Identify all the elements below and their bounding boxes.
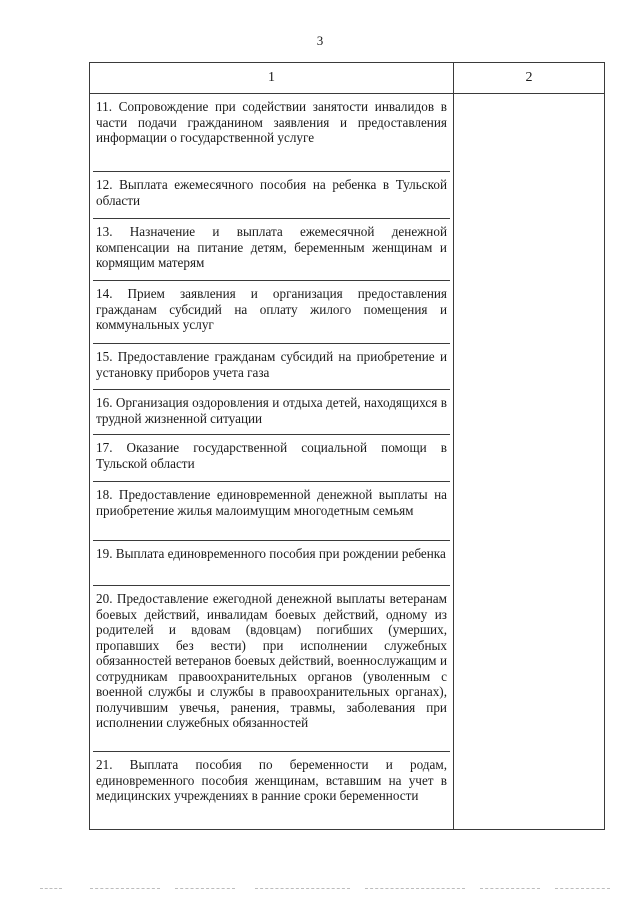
column-header-2: 2 [525,70,533,85]
table-row: 11. Сопровождение при содействии занятости инвалидов в части подачи гражданином заявления и предоставления информации о государственной услуге [93,94,450,172]
table-row: 12. Выплата ежемесячного пособия на ребенка в Тульской области [93,172,450,219]
table-row: 13. Назначение и выплата ежемесячной денежной компенсации на питание детям, беременным женщинам и кормящим матерям [93,219,450,281]
column-header-1: 1 [268,70,275,85]
table-row: 17. Оказание государственной социальной помощи в Тульской области [93,435,450,482]
table-row: 14. Прием заявления и организация предоставления гражданам субсидий на оплату жилого помещения и коммунальных услуг [93,281,450,344]
scan-artifact [90,888,160,889]
table-rows [90,94,453,829]
table-row: 16. Организация оздоровления и отдыха детей, находящихся в трудной жизненной ситуации [93,390,450,435]
table-row: 21. Выплата пособия по беременности и родам, единовременного пособия женщинам, вставшим на учет в медицинских учреждениях в ранние сроки беременности [96,757,447,803]
scan-artifact [175,888,235,889]
scan-artifact [480,888,540,889]
table-row: 20. Предоставление ежегодной денежной выплаты ветеранам боевых действий, инвалидам боевых действий, одному из родителей и вдовам (вдовцам) погибших (умерших, пропавших без вести) при исполнении служебных обязанностей ветеранов боевых действий, военнослужащим и сотрудникам правоохранительных органов (уволенным с военной службы и службы в правоохранительных органах), получившим увечья, ранения, травмы, заболевания при исполнении служебных обязанностей [93,586,450,752]
page-number: 3 [316,33,324,48]
scan-artifact [555,888,610,889]
scan-artifact [255,888,350,889]
table-row: 18. Предоставление единовременной денежной выплаты на приобретение жилья малоимущим многодетным семьям [93,482,450,541]
scan-artifact [40,888,62,889]
table-row: 19. Выплата единовременного пособия при рождении ребенка [93,541,450,586]
column-divider [453,63,454,829]
table-row: 15. Предоставление гражданам субсидий на приобретение и установку приборов учета газа [93,344,450,390]
services-table [89,62,605,830]
scan-artifact [365,888,465,889]
